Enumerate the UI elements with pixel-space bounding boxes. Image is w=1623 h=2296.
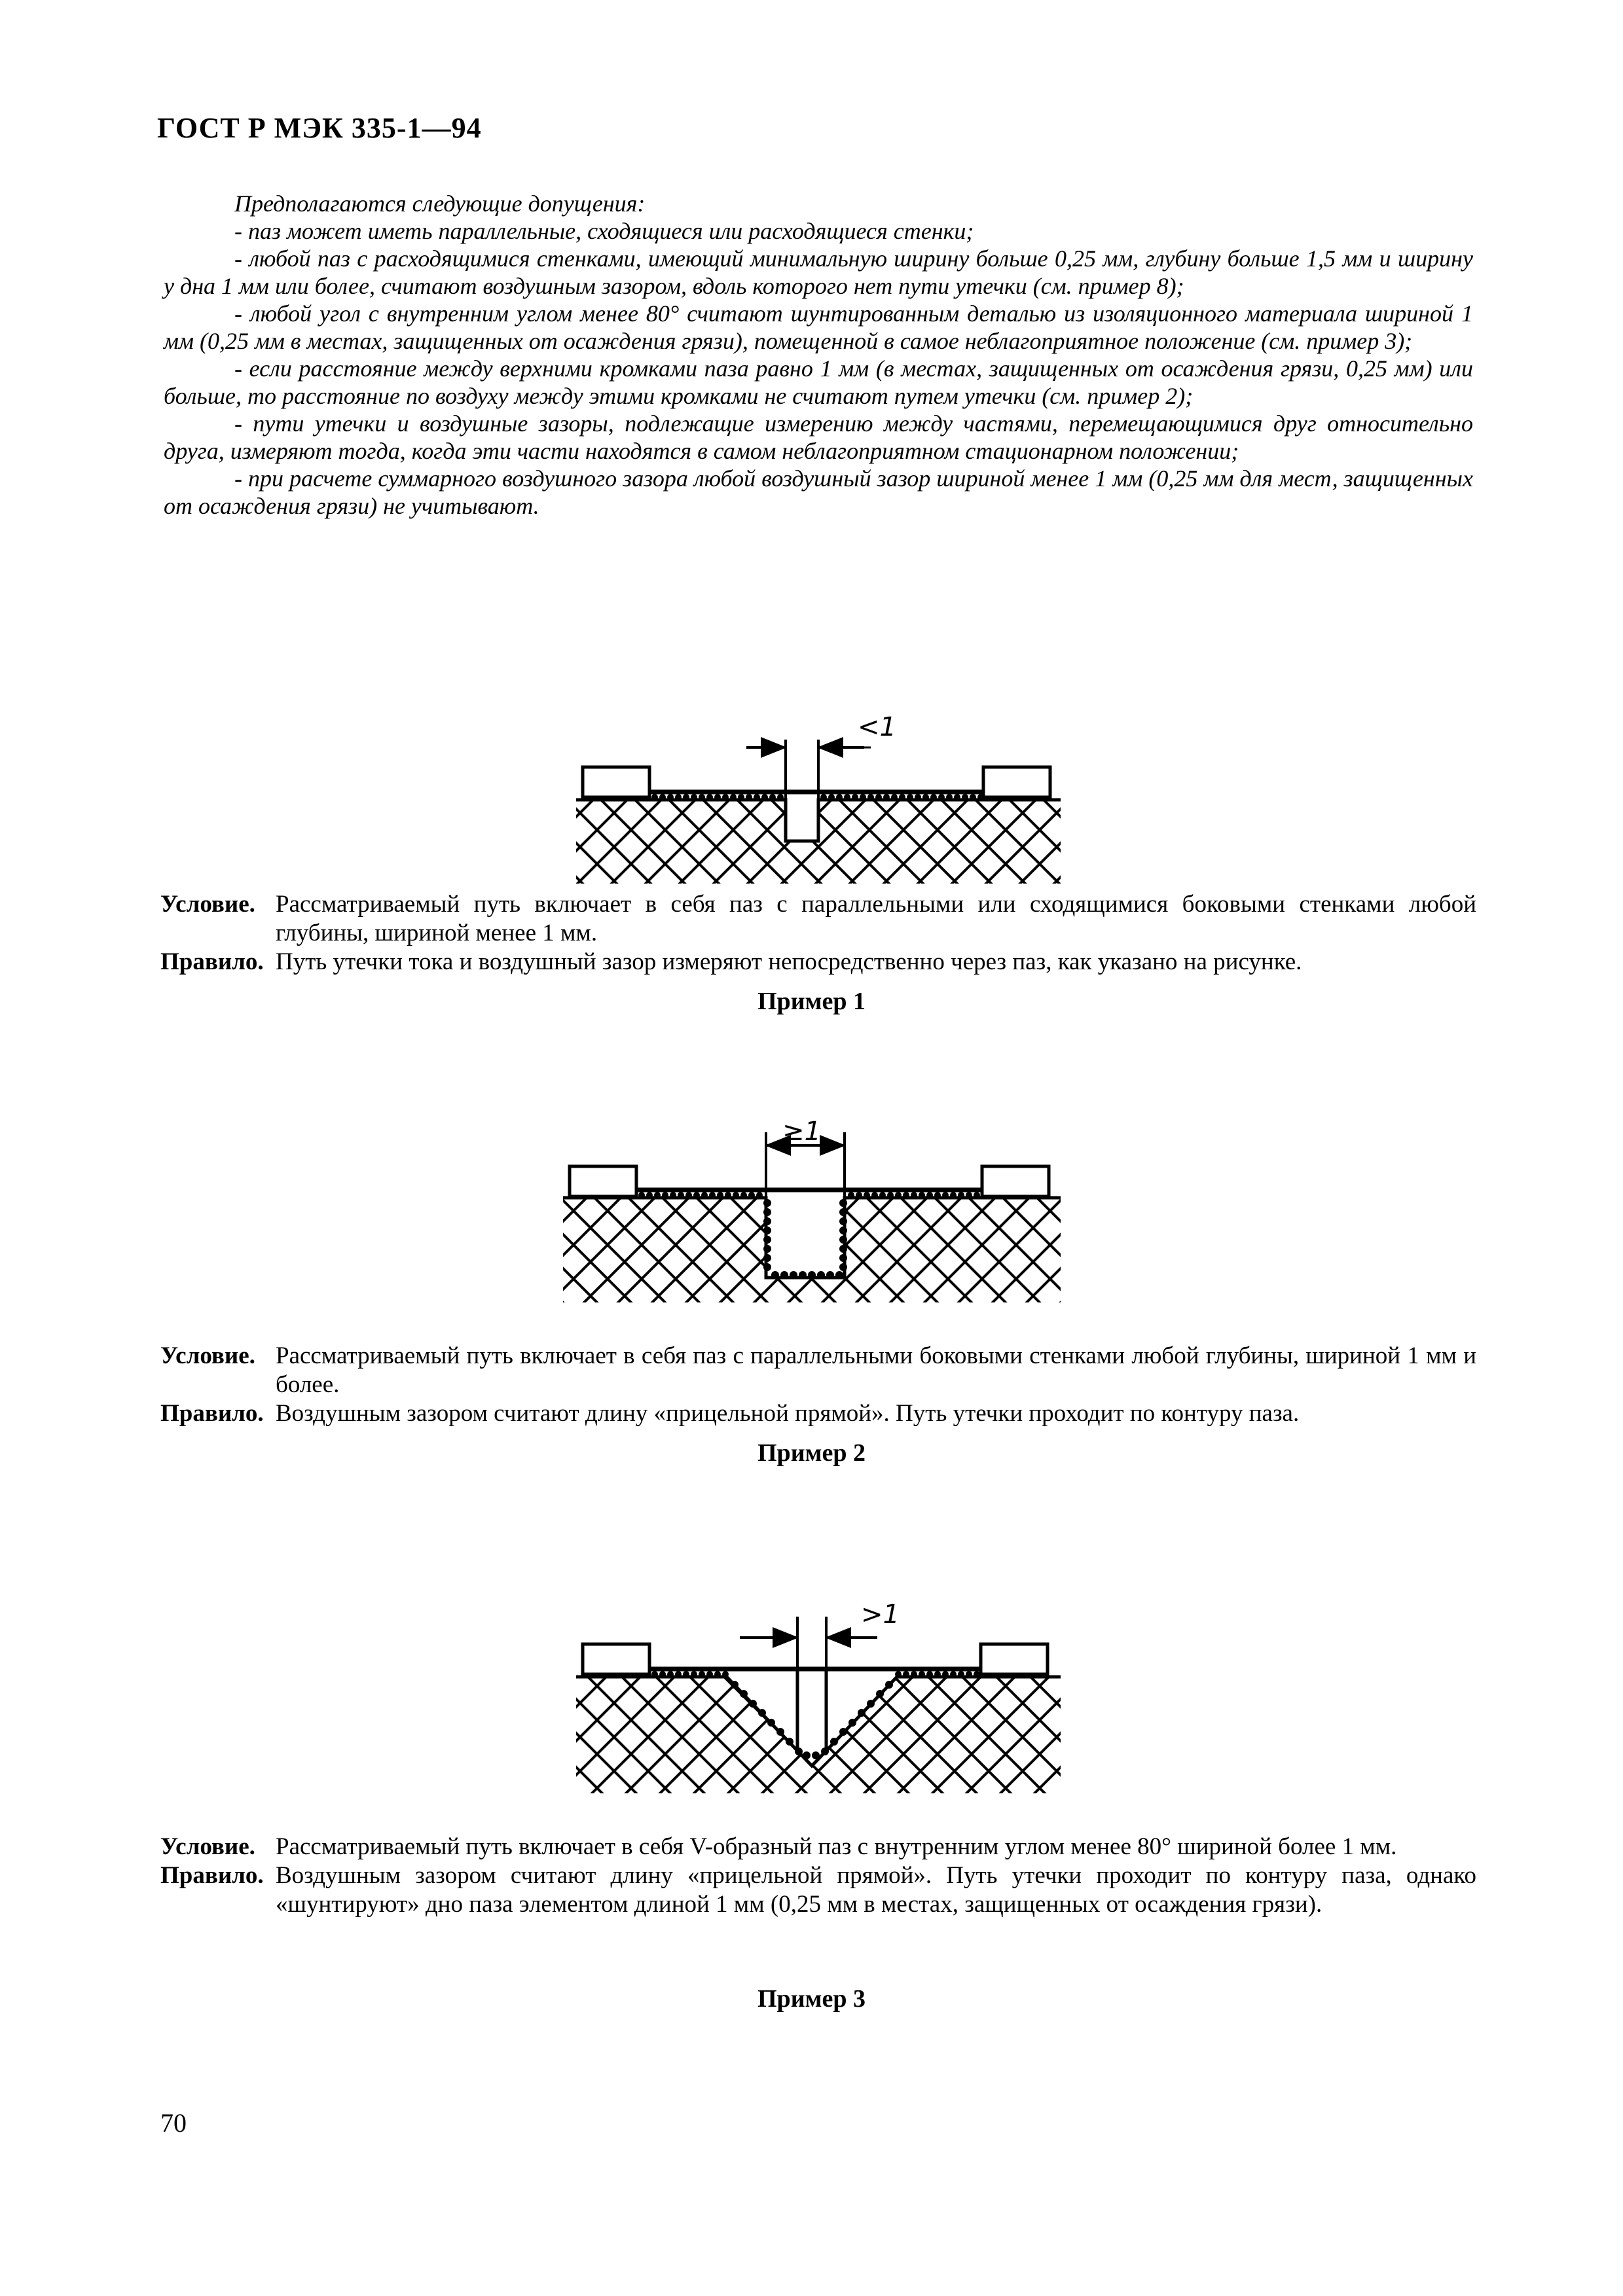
figure-example-2 [556,1117,1074,1322]
example-1-text [160,890,1476,977]
assumption-item: - при расчете суммарного воздушного зазора любой воздушный зазор шириной менее 1 мм (0,25 мм для мест, защищенных от осаждения грязи) не учитывают. [164,465,1473,519]
rule-label: Правило. [160,1400,264,1427]
assumption-item: - если расстояние между верхними кромками паза равно 1 мм (в местах, защищенных от осаждения грязи, 0,25 мм) или больше, то расстояние по воздуху между этими кромками не считают путем утечки (см. пример 2); [164,355,1473,409]
condition-label: Условие. [160,891,255,918]
condition-label: Условие. [160,1833,255,1860]
figure-example-3 [563,1584,1080,1806]
assumption-item: - любой угол с внутренним углом менее 80° считают шунтированным деталью из изоляционного материала шириной 1 мм (0,25 мм в местах, защищенных от осаждения грязи), помещенной в самое неблагоприятное положение (см. пример 3); [164,300,1473,354]
assumptions-intro: Предполагаются следующие допущения: [234,190,646,217]
page-header: ГОСТ Р МЭК 335-1—94 [157,112,482,144]
dimension-label: ≥1 [782,1117,821,1147]
example-3-caption: Пример 3 [757,1985,866,2013]
assumption-item: - паз может иметь параллельные, сходящиеся или расходящиеся стенки; [234,218,974,244]
assumption-item: - пути утечки и воздушные зазоры, подлежащие измерению между частями, перемещающимися друг относительно друга, измеряют тогда, когда эти части находятся в самом неблагоприятном стационарном положении; [164,410,1473,464]
figure-example-1 [563,694,1074,890]
rule-text: Путь утечки тока и воздушный зазор измеряют непосредственно через паз, как указано на рисунке. [276,948,1302,975]
example-2-text [160,1342,1476,1428]
example-2-caption: Пример 2 [757,1439,866,1467]
example-3-text [160,1833,1476,1919]
condition-label: Условие. [160,1342,255,1369]
assumption-item: - любой паз с расходящимися стенками, имеющий минимальную ширину больше 0,25 мм, глубину больше 1,5 мм и ширину у дна 1 мм или более, считают воздушным зазором, вдоль которого нет пути утечки (см. пример 8); [164,245,1473,299]
rule-label: Правило. [160,1862,264,1889]
page-number: 70 [160,2108,187,2138]
condition-text: Рассматриваемый путь включает в себя паз с параллельными боковыми стенками любой глубины, шириной 1 мм и более. [276,1342,1476,1398]
dimension-label: <1 [858,712,896,742]
rule-text: Воздушным зазором считают длину «прицельной прямой». Путь утечки проходит по контуру паза. [276,1400,1300,1427]
condition-text: Рассматриваемый путь включает в себя паз с параллельными или сходящимися боковыми стенками любой глубины, шириной менее 1 мм. [276,891,1476,946]
assumptions-block [164,190,1473,520]
example-1-caption: Пример 1 [757,988,866,1015]
rule-label: Правило. [160,948,264,975]
rule-text: Воздушным зазором считают длину «прицельной прямой». Путь утечки проходит по контуру паза, однако «шунтируют» дно паза элементом длиной 1 мм (0,25 мм в местах, защищенных от осаждения грязи). [276,1862,1476,1918]
dimension-label: >1 [861,1600,900,1630]
condition-text: Рассматриваемый путь включает в себя V-образный паз с внутренним углом менее 80° шириной более 1 мм. [276,1833,1397,1860]
